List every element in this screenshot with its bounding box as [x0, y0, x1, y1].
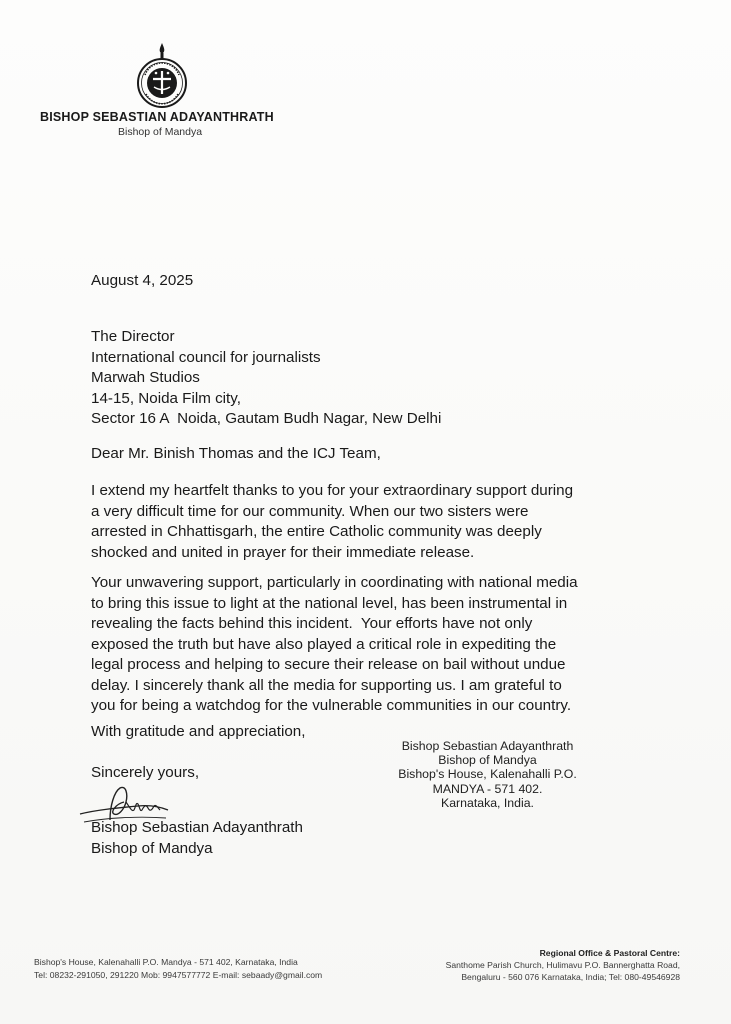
recipient-address — [91, 327, 651, 430]
closing-line: With gratitude and appreciation, — [91, 723, 306, 740]
letterhead-title: Bishop of Mandya — [118, 126, 203, 138]
stamp-line: Karnataka, India. — [441, 795, 534, 810]
paragraph-line: revealing the facts behind this incident. Your efforts have not only — [91, 615, 533, 632]
stamp-line: Bishop Sebastian Adayanthrath — [401, 739, 574, 753]
stamp-line: Bishop of Mandya — [438, 753, 537, 768]
paragraph-thanks — [91, 481, 651, 563]
paragraph-line: I extend my heartfelt thanks to you for your extraordinary support during — [91, 482, 574, 499]
footer-line: Bengaluru - 560 076 Karnataka, India; Tel: 080-49546928 — [461, 972, 680, 983]
paragraph-line: a very difficult time for our community. When our two sisters were — [91, 502, 529, 520]
letter-date: August 4, 2025 — [91, 272, 194, 289]
paragraph-line: you for being a watchdog for the vulnerable communities in our country. — [91, 697, 572, 714]
footer-line: Santhome Parish Church, Hulimavu P.O. Bannerghatta Road, — [445, 960, 680, 971]
paragraph-line: legal process and helping to secure their release on bail without undue — [91, 656, 566, 673]
address-line: International council for journalists — [91, 348, 321, 366]
footer-regional-office — [446, 947, 680, 984]
paragraph-line: exposed the truth but have also played a critical role in expediting the — [91, 635, 557, 653]
paragraph-line: arrested in Chhattisgarh, the entire Catholic community was deeply — [91, 523, 542, 540]
sign-off: Sincerely yours, — [91, 764, 200, 781]
address-line: 14-15, Noida Film city, — [91, 389, 241, 407]
stamp-line: MANDYA - 571 402. — [432, 781, 543, 796]
footer-line: Tel: 08232-291050, 291220 Mob: 9947577772 E-mail: sebaady@gmail.com — [34, 969, 323, 980]
salutation: Dear Mr. Binish Thomas and the ICJ Team, — [91, 445, 381, 462]
diocesan-seal-icon — [136, 42, 188, 108]
address-line: The Director — [91, 328, 175, 345]
footer-line: Bishop's House, Kalenahalli P.O. Mandya - 571 402, Karnataka, India — [34, 957, 298, 967]
footer-bishops-house — [34, 956, 322, 981]
footer-heading: Regional Office & Pastoral Centre: — [539, 948, 680, 958]
paragraph-line: shocked and united in prayer for their immediate release. — [91, 543, 475, 561]
address-line: Marwah Studios — [91, 369, 200, 386]
paragraph-line: Your unwavering support, particularly in coordinating with national media — [91, 574, 578, 591]
signer-block — [91, 818, 651, 859]
letterhead-name: BISHOP SEBASTIAN ADAYANTHRATH — [40, 110, 274, 124]
paragraph-support — [91, 573, 651, 717]
paragraph-line: delay. I sincerely thank all the media for supporting us. I am grateful to — [91, 676, 562, 694]
address-line: Sector 16 A Noida, Gautam Budh Nagar, New Delhi — [91, 410, 442, 427]
signer-name: Bishop Sebastian Adayanthrath — [91, 819, 303, 836]
stamp-line: Bishop's House, Kalenahalli P.O. — [398, 767, 577, 782]
signer-title: Bishop of Mandya — [91, 839, 213, 857]
paragraph-line: to bring this issue to light at the national level, has been instrumental in — [91, 594, 568, 612]
